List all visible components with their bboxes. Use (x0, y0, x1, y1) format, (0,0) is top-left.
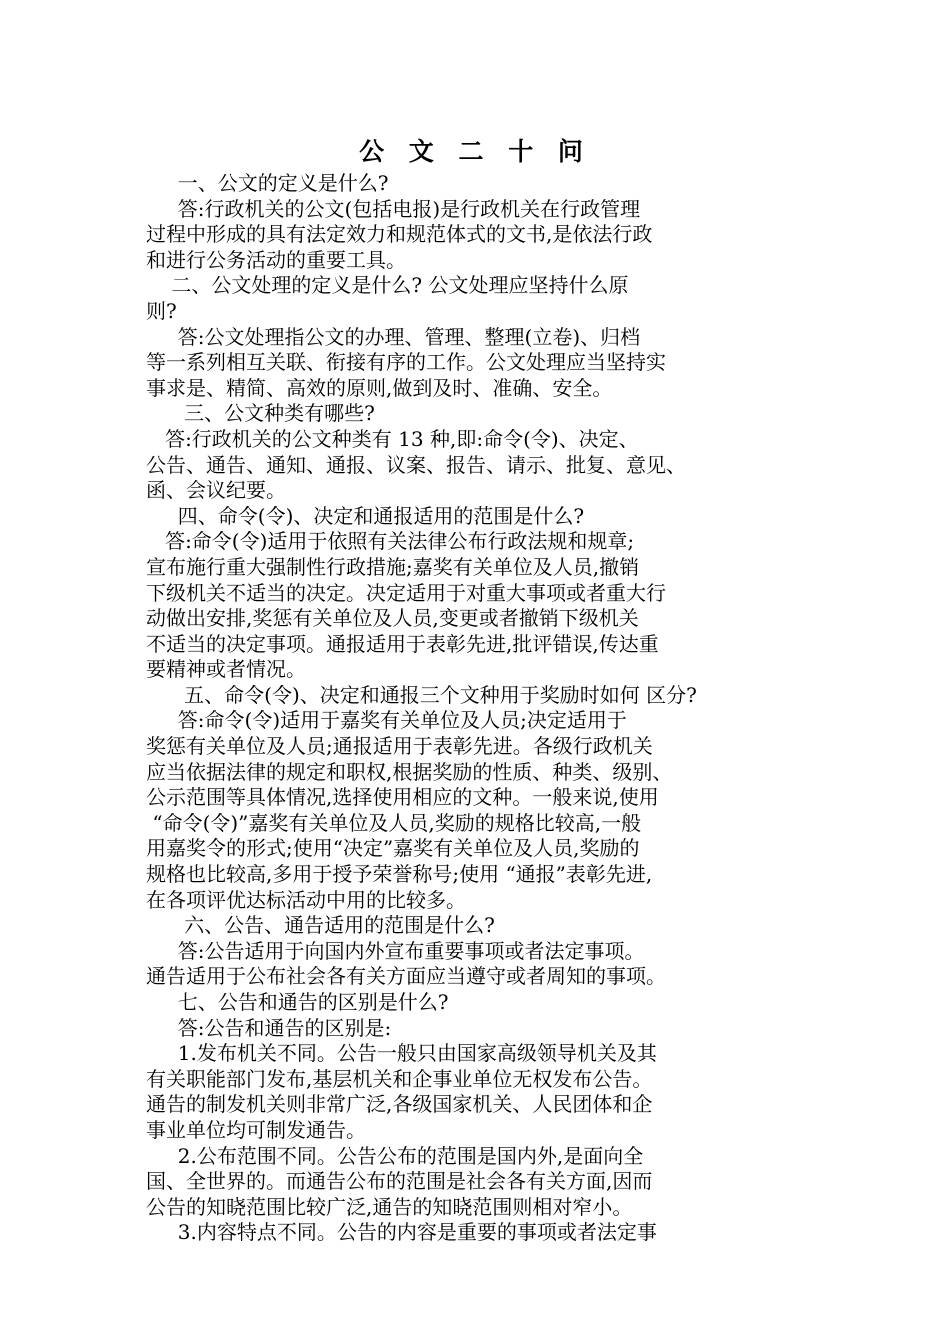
text-line: 通告的制发机关则非常广泛,各级国家机关、人民团体和企 (146, 1092, 653, 1117)
text-line: 等一系列相互关联、衔接有序的工作。公文处理应当坚持实 (146, 350, 666, 375)
document-body (146, 171, 756, 1246)
text-line: 3.内容特点不同。公告的内容是重要的事项或者法定事 (146, 1220, 657, 1245)
page-title: 公 文 二 十 问 (359, 137, 591, 166)
text-line: 有关职能部门发布,基层机关和企事业单位无权发布公告。 (146, 1066, 653, 1091)
text-line: 七、公告和通告的区别是什么? (146, 990, 449, 1014)
text-line: 四、命令(令)、决定和通报适用的范围是什么? (146, 503, 585, 528)
text-line: 2.公布范围不同。公告公布的范围是国内外,是面向全 (146, 1143, 644, 1168)
text-line: 在各项评优达标活动中用的比较多。 (146, 887, 466, 912)
text-line: 答:公告和通告的区别是: (146, 1015, 392, 1040)
text-line: 三、公文种类有哪些? (146, 401, 375, 426)
text-line: 事求是、精简、高效的原则,做到及时、准确、安全。 (146, 375, 613, 400)
text-line: 规格也比较高,多用于授予荣誉称号;使用 “通报”表彰先进, (146, 862, 653, 887)
text-line: 答:行政机关的公文种类有 13 种,即:命令(令)、决定、 (146, 426, 639, 451)
text-line: 答:命令(令)适用于依照有关法律公布行政法规和规章; (146, 529, 635, 554)
text-line: 不适当的决定事项。通报适用于表彰先进,批评错误,传达重 (146, 631, 659, 656)
text-line: 动做出安排,奖惩有关单位及人员,变更或者撤销下级机关 (146, 606, 639, 631)
text-line: 五、命令(令)、决定和通报三个文种用于奖励时如何 区分? (146, 682, 697, 707)
text-line: 下级机关不适当的决定。决定适用于对重大事项或者重大行 (146, 580, 666, 605)
text-line: 事业单位均可制发通告。 (146, 1117, 366, 1142)
text-line: 函、会议纪要。 (146, 478, 286, 503)
text-line: 和进行公务活动的重要工具。 (146, 247, 406, 272)
text-line: 宣布施行重大强制性行政措施;嘉奖有关单位及人员,撤销 (146, 554, 640, 579)
text-line: 国、全世界的。而通告公布的范围是社会各有关方面,因而 (146, 1169, 653, 1194)
text-line: “命令(令)”嘉奖有关单位及人员,奖励的规格比较高,一般 (146, 810, 642, 835)
text-line: 奖惩有关单位及人员;通报适用于表彰先进。各级行政机关 (146, 734, 653, 759)
text-line: 1.发布机关不同。公告一般只由国家高级领导机关及其 (146, 1041, 657, 1066)
text-line: 一、公文的定义是什么? (146, 171, 389, 195)
text-line: 过程中形成的具有法定效力和规范体式的文书,是依法行政 (146, 222, 653, 247)
text-line: 六、公告、通告适用的范围是什么? (146, 913, 495, 938)
text-line: 答:公告适用于向国内外宣布重要事项或者法定事项。 (146, 938, 645, 963)
text-line: 答:命令(令)适用于嘉奖有关单位及人员;决定适用于 (146, 708, 627, 733)
text-line: 二、公文处理的定义是什么? 公文处理应坚持什么原 (146, 273, 629, 298)
text-line: 公示范围等具体情况,选择使用相应的文种。一般来说,使用 (146, 785, 659, 810)
text-line: 要精神或者情况。 (146, 657, 306, 682)
text-line: 则? (146, 298, 177, 323)
text-line: 通告适用于公布社会各有关方面应当遵守或者周知的事项。 (146, 964, 666, 989)
text-line: 用嘉奖令的形式;使用“决定”嘉奖有关单位及人员,奖励的 (146, 836, 640, 861)
text-line: 答:行政机关的公文(包括电报)是行政机关在行政管理 (146, 196, 641, 221)
text-line: 答:公文处理指公文的办理、管理、整理(立卷)、归档 (146, 324, 641, 349)
text-line: 公告、通告、通知、通报、议案、报告、请示、批复、意见、 (146, 452, 686, 477)
text-line: 公告的知晓范围比较广泛,通告的知晓范围则相对窄小。 (146, 1194, 633, 1219)
text-line: 应当依据法律的规定和职权,根据奖励的性质、种类、级别、 (146, 759, 673, 784)
